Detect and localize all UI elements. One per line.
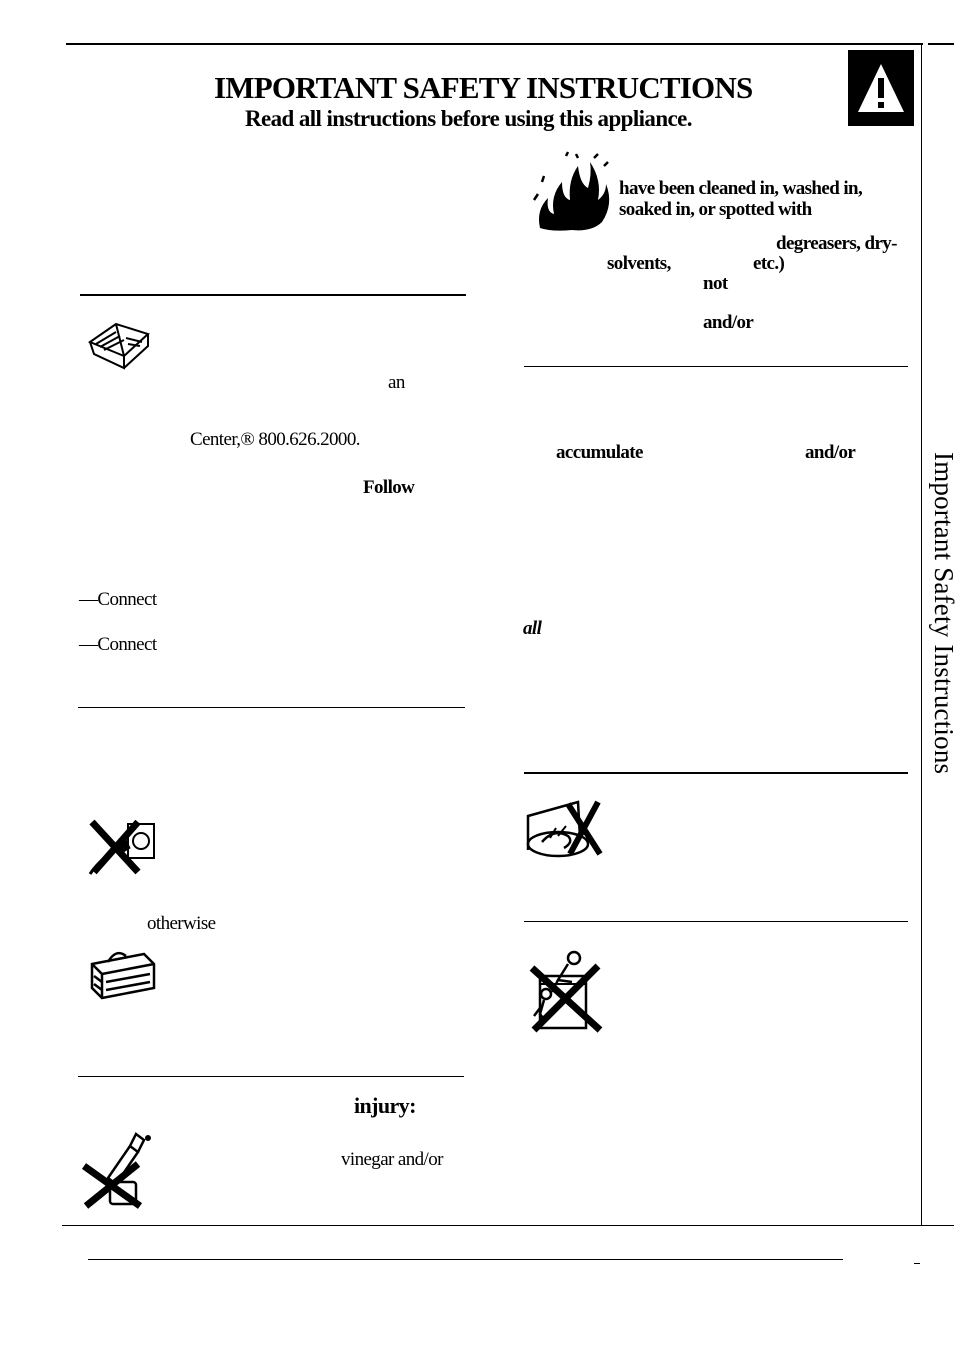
toolbox-icon bbox=[88, 946, 158, 1007]
section-divider bbox=[524, 366, 908, 367]
fire-icon bbox=[532, 152, 614, 237]
page-title: IMPORTANT SAFETY INSTRUCTIONS bbox=[214, 70, 753, 105]
section-divider bbox=[80, 294, 466, 296]
text-fragment: soaked in, or spotted with bbox=[619, 199, 812, 220]
text-fragment: degreasers, dry- bbox=[776, 233, 897, 254]
bottom-rule bbox=[62, 1225, 954, 1226]
no-hands-in-washer-icon bbox=[524, 798, 610, 865]
section-divider bbox=[524, 772, 908, 774]
text-fragment: accumulate bbox=[556, 442, 643, 463]
text-fragment: and/or bbox=[805, 442, 856, 463]
text-fragment: —Connect bbox=[79, 634, 157, 655]
section-divider bbox=[78, 707, 465, 708]
top-rule bbox=[66, 43, 923, 45]
no-children-climbing-icon bbox=[528, 948, 608, 1037]
text-fragment: otherwise bbox=[147, 913, 216, 934]
text-fragment: —Connect bbox=[79, 589, 157, 610]
side-section-title: Important Safety Instructions bbox=[929, 452, 959, 775]
right-vertical-rule bbox=[921, 43, 922, 1226]
text-fragment: all bbox=[523, 618, 542, 639]
top-rule-right bbox=[928, 43, 954, 45]
phone-number-text: Center,® 800.626.2000. bbox=[190, 429, 360, 450]
text-fragment: vinegar and/or bbox=[341, 1149, 443, 1170]
text-fragment: have been cleaned in, washed in, bbox=[619, 178, 863, 199]
text-fragment: Follow bbox=[363, 477, 415, 498]
no-chemicals-icon bbox=[80, 1126, 158, 1215]
text-fragment: an bbox=[388, 372, 405, 393]
text-fragment: etc.) bbox=[753, 253, 785, 274]
text-fragment: solvents, bbox=[607, 253, 671, 274]
footer-rule bbox=[88, 1259, 843, 1260]
no-plug-icon bbox=[82, 816, 162, 883]
section-divider bbox=[524, 921, 908, 922]
section-divider bbox=[78, 1076, 464, 1077]
warning-triangle-icon bbox=[848, 50, 914, 126]
text-fragment: not bbox=[703, 273, 728, 294]
page-subtitle: Read all instructions before using this appliance. bbox=[245, 106, 692, 131]
text-fragment: injury: bbox=[354, 1093, 416, 1118]
footer-mark bbox=[914, 1263, 920, 1264]
manual-book-icon bbox=[86, 312, 156, 377]
text-fragment: and/or bbox=[703, 312, 754, 333]
